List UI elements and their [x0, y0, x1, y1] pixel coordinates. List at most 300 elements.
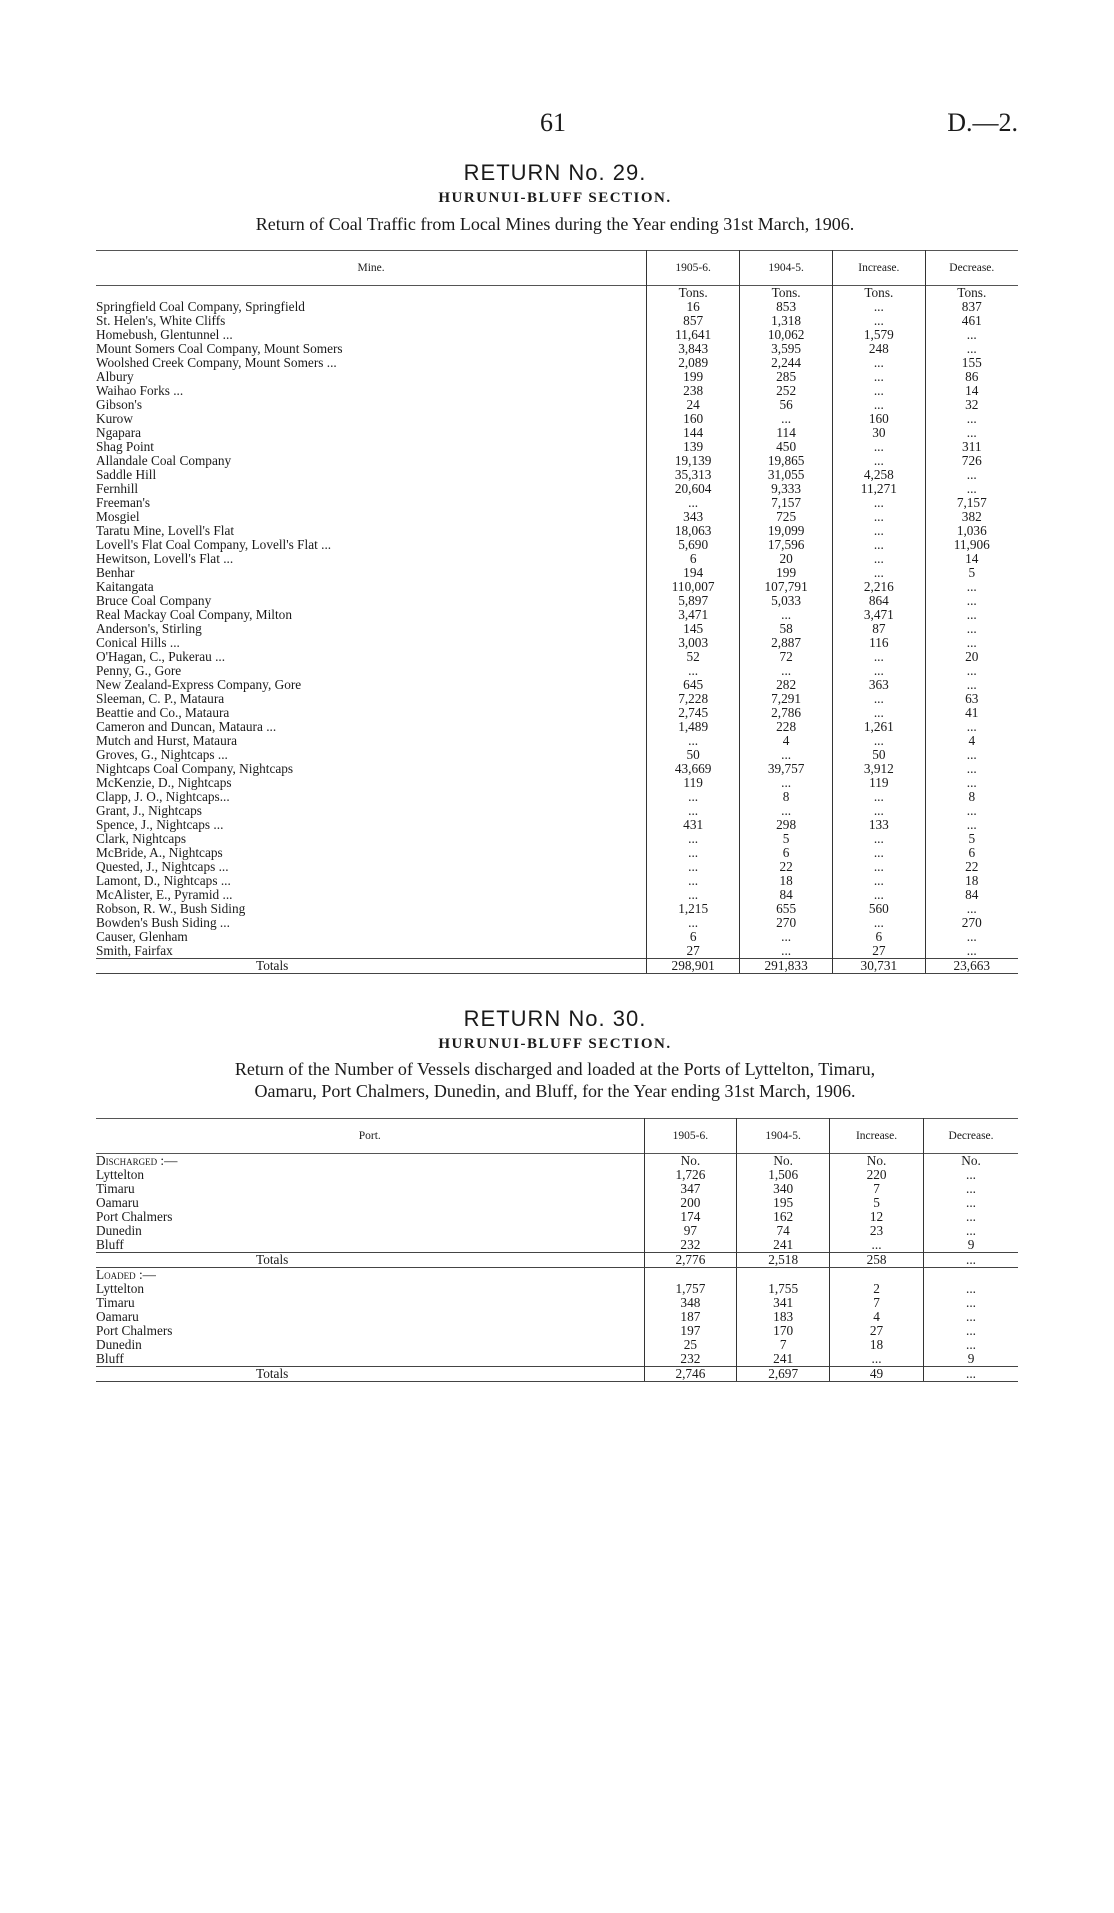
value-1904-5: 9,333: [740, 482, 833, 496]
value-increase: ...: [833, 496, 925, 510]
value-decrease: ...: [924, 1338, 1018, 1352]
unit-label: No.: [924, 1154, 1018, 1169]
value-increase: ...: [833, 510, 925, 524]
row-label: McAlister, E., Pyramid ...: [96, 887, 233, 902]
value-1905-6: 6: [647, 930, 740, 944]
value-1905-6: 3,003: [647, 636, 740, 650]
row-label: Clark, Nightcaps: [96, 831, 187, 846]
table-row: [96, 944, 1018, 959]
value-decrease: ...: [925, 482, 1018, 496]
table-row: [96, 496, 1018, 510]
value-decrease: 32: [925, 398, 1018, 412]
value-1904-5: ...: [740, 944, 833, 959]
empty-cell: [737, 1268, 830, 1283]
value-1905-6: 160: [647, 412, 740, 426]
row-label: Dunedin: [96, 1223, 142, 1238]
col-header-1905-6: 1905-6.: [644, 1119, 737, 1154]
value-increase: 5: [830, 1196, 924, 1210]
value-increase: 87: [833, 622, 925, 636]
value-1904-5: 285: [740, 370, 833, 384]
value-1905-6: 6: [647, 552, 740, 566]
value-1905-6: 2,746: [644, 1367, 737, 1382]
value-1905-6: ...: [647, 496, 740, 510]
row-label: Ngapara: [96, 425, 142, 440]
value-decrease: 6: [925, 846, 1018, 860]
col-header-increase: Increase.: [833, 251, 925, 286]
value-1904-5: 56: [740, 398, 833, 412]
row-label: Bluff: [96, 1351, 124, 1366]
value-decrease: ...: [925, 664, 1018, 678]
value-increase: ...: [833, 524, 925, 538]
value-1904-5: 341: [737, 1296, 830, 1310]
table-row: [96, 846, 1018, 860]
row-label: Timaru: [96, 1181, 135, 1196]
value-1905-6: 2,089: [647, 356, 740, 370]
value-increase: ...: [833, 538, 925, 552]
value-decrease: ...: [925, 412, 1018, 426]
value-increase: 7: [830, 1296, 924, 1310]
value-1904-5: 1,318: [740, 314, 833, 328]
value-increase: ...: [833, 706, 925, 720]
value-1905-6: 11,641: [647, 328, 740, 342]
value-increase: 30,731: [833, 959, 925, 974]
value-increase: 1,261: [833, 720, 925, 734]
row-label: Fernhill: [96, 481, 139, 496]
row-label: Anderson's, Stirling: [96, 621, 202, 636]
value-increase: ...: [833, 314, 925, 328]
table-row: [96, 1310, 1018, 1324]
value-1905-6: ...: [647, 916, 740, 930]
value-decrease: ...: [925, 720, 1018, 734]
row-label: McBride, A., Nightcaps: [96, 845, 223, 860]
value-increase: ...: [833, 860, 925, 874]
group-row: [96, 1268, 1018, 1283]
value-1904-5: 298: [740, 818, 833, 832]
value-1905-6: 174: [644, 1210, 737, 1224]
value-1904-5: ...: [740, 930, 833, 944]
value-1905-6: 97: [644, 1224, 737, 1238]
value-decrease: ...: [925, 678, 1018, 692]
value-1904-5: 19,099: [740, 524, 833, 538]
row-label: Mosgiel: [96, 509, 140, 524]
unit-label: Tons.: [647, 286, 740, 301]
row-label: Lamont, D., Nightcaps ...: [96, 873, 231, 888]
row-label: Conical Hills ...: [96, 635, 180, 650]
value-1904-5: 2,887: [740, 636, 833, 650]
value-1904-5: 340: [737, 1182, 830, 1196]
value-increase: ...: [833, 552, 925, 566]
empty-cell: [924, 1268, 1018, 1283]
value-1904-5: 5,033: [740, 594, 833, 608]
units-row: [96, 286, 1018, 301]
value-1905-6: ...: [647, 874, 740, 888]
value-decrease: 311: [925, 440, 1018, 454]
value-decrease: ...: [925, 594, 1018, 608]
value-increase: 864: [833, 594, 925, 608]
value-decrease: 84: [925, 888, 1018, 902]
value-increase: 363: [833, 678, 925, 692]
value-1905-6: 1,215: [647, 902, 740, 916]
table-row: [96, 748, 1018, 762]
value-1904-5: 22: [740, 860, 833, 874]
table-row: [96, 412, 1018, 426]
row-label: Bruce Coal Company: [96, 593, 212, 608]
value-decrease: ...: [924, 1210, 1018, 1224]
value-1905-6: 3,843: [647, 342, 740, 356]
row-label: Bowden's Bush Siding ...: [96, 915, 230, 930]
table-row: [96, 692, 1018, 706]
value-decrease: 9: [924, 1352, 1018, 1367]
empty-cell: [644, 1268, 737, 1283]
value-1904-5: 5: [740, 832, 833, 846]
row-label: Timaru: [96, 1295, 135, 1310]
value-increase: 4: [830, 1310, 924, 1324]
table-row: [96, 678, 1018, 692]
value-decrease: 726: [925, 454, 1018, 468]
value-1904-5: 270: [740, 916, 833, 930]
value-increase: 248: [833, 342, 925, 356]
table-row: [96, 454, 1018, 468]
table-row: [96, 832, 1018, 846]
row-label: Totals: [96, 959, 647, 974]
value-1904-5: 450: [740, 440, 833, 454]
return-29-title: RETURN No. 29.: [463, 160, 647, 185]
table-row: [96, 1196, 1018, 1210]
value-decrease: 23,663: [925, 959, 1018, 974]
table-row: [96, 720, 1018, 734]
value-decrease: ...: [925, 426, 1018, 440]
value-increase: 119: [833, 776, 925, 790]
table-row: [96, 1210, 1018, 1224]
value-1904-5: ...: [740, 776, 833, 790]
value-decrease: ...: [925, 804, 1018, 818]
value-decrease: 41: [925, 706, 1018, 720]
value-1904-5: 2,244: [740, 356, 833, 370]
totals-row: [96, 959, 1018, 974]
return-29-section: HURUNUI-BLUFF SECTION.: [438, 190, 672, 206]
value-1904-5: 3,595: [740, 342, 833, 356]
value-increase: 11,271: [833, 482, 925, 496]
value-1904-5: 74: [737, 1224, 830, 1238]
value-decrease: 14: [925, 384, 1018, 398]
value-1904-5: 7: [737, 1338, 830, 1352]
table-row: [96, 356, 1018, 370]
row-label: Penny, G., Gore: [96, 663, 182, 678]
value-increase: 116: [833, 636, 925, 650]
value-increase: ...: [833, 356, 925, 370]
value-decrease: ...: [925, 468, 1018, 482]
col-header-1904-5: 1904-5.: [740, 251, 833, 286]
value-1905-6: 431: [647, 818, 740, 832]
totals-row: [96, 1367, 1018, 1382]
table-row: [96, 566, 1018, 580]
value-1905-6: 18,063: [647, 524, 740, 538]
value-increase: 12: [830, 1210, 924, 1224]
table-row: [96, 1282, 1018, 1296]
unit-label: Tons.: [740, 286, 833, 301]
return-30-caption-line2: Oamaru, Port Chalmers, Dunedin, and Bluff, for the Year ending 31st March, 1906.: [254, 1081, 856, 1101]
value-increase: ...: [833, 384, 925, 398]
row-label: McKenzie, D., Nightcaps: [96, 775, 232, 790]
value-1904-5: 8: [740, 790, 833, 804]
value-decrease: ...: [925, 902, 1018, 916]
table-row: [96, 524, 1018, 538]
value-increase: 160: [833, 412, 925, 426]
table-row: [96, 790, 1018, 804]
empty-cell: [830, 1268, 924, 1283]
value-1905-6: ...: [647, 664, 740, 678]
value-1905-6: 110,007: [647, 580, 740, 594]
table-row: [96, 902, 1018, 916]
table-row: [96, 552, 1018, 566]
table-row: [96, 314, 1018, 328]
value-1904-5: 114: [740, 426, 833, 440]
row-label: Freeman's: [96, 495, 151, 510]
value-decrease: ...: [925, 580, 1018, 594]
row-label: Mount Somers Coal Company, Mount Somers: [96, 341, 343, 356]
value-decrease: ...: [925, 762, 1018, 776]
value-increase: ...: [833, 804, 925, 818]
value-1904-5: 170: [737, 1324, 830, 1338]
value-increase: 27: [833, 944, 925, 959]
table-row: [96, 398, 1018, 412]
row-label: Springfield Coal Company, Springfield: [96, 299, 305, 314]
value-1905-6: 50: [647, 748, 740, 762]
value-1904-5: 291,833: [740, 959, 833, 974]
value-1905-6: 35,313: [647, 468, 740, 482]
row-label: Beattie and Co., Mataura: [96, 705, 230, 720]
value-decrease: ...: [925, 818, 1018, 832]
row-label: Shag Point: [96, 439, 154, 454]
table-row: [96, 440, 1018, 454]
row-label: Port Chalmers: [96, 1209, 173, 1224]
return-30-title: RETURN No. 30.: [463, 1006, 647, 1031]
table-row: [96, 370, 1018, 384]
value-decrease: ...: [925, 608, 1018, 622]
value-1905-6: 645: [647, 678, 740, 692]
value-1904-5: ...: [740, 748, 833, 762]
value-1905-6: 25: [644, 1338, 737, 1352]
value-increase: 1,579: [833, 328, 925, 342]
value-1905-6: 139: [647, 440, 740, 454]
row-label: Totals: [96, 1253, 644, 1268]
row-label: Kurow: [96, 411, 133, 426]
row-label: Totals: [96, 1367, 644, 1382]
value-1904-5: 6: [740, 846, 833, 860]
row-label: Grant, J., Nightcaps: [96, 803, 202, 818]
value-decrease: 22: [925, 860, 1018, 874]
row-label: Quested, J., Nightcaps ...: [96, 859, 229, 874]
row-label: Nightcaps Coal Company, Nightcaps: [96, 761, 294, 776]
value-decrease: 461: [925, 314, 1018, 328]
value-decrease: 5: [925, 566, 1018, 580]
table-row: [96, 468, 1018, 482]
col-header-decrease: Decrease.: [924, 1119, 1018, 1154]
value-increase: ...: [830, 1238, 924, 1253]
value-decrease: ...: [925, 944, 1018, 959]
value-decrease: ...: [924, 1253, 1018, 1268]
row-label: Port Chalmers: [96, 1323, 173, 1338]
group-label-discharged: Discharged :—: [96, 1153, 178, 1168]
value-1905-6: 232: [644, 1238, 737, 1253]
value-increase: 50: [833, 748, 925, 762]
value-increase: 27: [830, 1324, 924, 1338]
value-1905-6: ...: [647, 846, 740, 860]
value-decrease: ...: [924, 1196, 1018, 1210]
value-increase: 4,258: [833, 468, 925, 482]
row-label: Smith, Fairfax: [96, 943, 173, 958]
value-1904-5: 19,865: [740, 454, 833, 468]
vessels-table: [96, 1118, 1018, 1382]
value-decrease: ...: [924, 1296, 1018, 1310]
row-label: Cameron and Duncan, Mataura ...: [96, 719, 277, 734]
row-label: Oamaru: [96, 1195, 139, 1210]
value-decrease: ...: [925, 622, 1018, 636]
value-1905-6: 348: [644, 1296, 737, 1310]
value-1904-5: 84: [740, 888, 833, 902]
row-label: O'Hagan, C., Pukerau ...: [96, 649, 226, 664]
value-decrease: ...: [924, 1367, 1018, 1382]
value-1904-5: ...: [740, 804, 833, 818]
value-decrease: 7,157: [925, 496, 1018, 510]
value-1904-5: 2,518: [737, 1253, 830, 1268]
table-row: [96, 734, 1018, 748]
table-row: [96, 762, 1018, 776]
table-row: [96, 426, 1018, 440]
value-1905-6: 187: [644, 1310, 737, 1324]
value-increase: ...: [833, 300, 925, 314]
value-1905-6: 2,745: [647, 706, 740, 720]
value-1905-6: 298,901: [647, 959, 740, 974]
value-1905-6: 52: [647, 650, 740, 664]
value-1905-6: 194: [647, 566, 740, 580]
value-1904-5: 162: [737, 1210, 830, 1224]
value-1904-5: 7,291: [740, 692, 833, 706]
value-1905-6: 200: [644, 1196, 737, 1210]
value-decrease: ...: [924, 1182, 1018, 1196]
value-decrease: ...: [925, 342, 1018, 356]
table-row: [96, 622, 1018, 636]
table-row: [96, 1296, 1018, 1310]
value-1904-5: 241: [737, 1238, 830, 1253]
col-header-mine: Mine.: [357, 262, 385, 274]
row-label: Lyttelton: [96, 1281, 145, 1296]
value-1905-6: 2,776: [644, 1253, 737, 1268]
value-decrease: ...: [925, 748, 1018, 762]
value-increase: 133: [833, 818, 925, 832]
value-decrease: 1,036: [925, 524, 1018, 538]
value-increase: ...: [833, 650, 925, 664]
totals-row: [96, 1253, 1018, 1268]
value-decrease: 63: [925, 692, 1018, 706]
row-label: Robson, R. W., Bush Siding: [96, 901, 246, 916]
value-increase: ...: [833, 874, 925, 888]
value-increase: ...: [833, 790, 925, 804]
table-row: [96, 580, 1018, 594]
table-row: [96, 1238, 1018, 1253]
row-label: Gibson's: [96, 397, 142, 412]
value-increase: 30: [833, 426, 925, 440]
value-1904-5: 2,786: [740, 706, 833, 720]
table-row: [96, 594, 1018, 608]
table-row: [96, 538, 1018, 552]
value-decrease: ...: [925, 328, 1018, 342]
table-row: [96, 818, 1018, 832]
unit-label: No.: [737, 1154, 830, 1169]
value-decrease: 14: [925, 552, 1018, 566]
value-1904-5: 228: [740, 720, 833, 734]
value-1904-5: 58: [740, 622, 833, 636]
row-label: Saddle Hill: [96, 467, 157, 482]
row-label: Benhar: [96, 565, 135, 580]
col-header-1905-6: 1905-6.: [647, 251, 740, 286]
value-1905-6: 199: [647, 370, 740, 384]
value-1904-5: ...: [740, 608, 833, 622]
value-increase: 220: [830, 1168, 924, 1182]
value-decrease: 4: [925, 734, 1018, 748]
value-1905-6: 238: [647, 384, 740, 398]
row-label: Albury: [96, 369, 134, 384]
value-1905-6: 119: [647, 776, 740, 790]
col-header-port: Port.: [358, 1130, 381, 1142]
value-1904-5: 725: [740, 510, 833, 524]
value-1905-6: 19,139: [647, 454, 740, 468]
value-1904-5: 72: [740, 650, 833, 664]
table-row: [96, 510, 1018, 524]
value-1904-5: 282: [740, 678, 833, 692]
value-1904-5: 39,757: [740, 762, 833, 776]
value-1904-5: 2,697: [737, 1367, 830, 1382]
value-increase: ...: [833, 398, 925, 412]
value-1904-5: ...: [740, 664, 833, 678]
value-decrease: 270: [925, 916, 1018, 930]
value-1904-5: 18: [740, 874, 833, 888]
table-header-row: [96, 251, 1018, 286]
value-1905-6: ...: [647, 804, 740, 818]
value-decrease: 11,906: [925, 538, 1018, 552]
value-decrease: ...: [924, 1310, 1018, 1324]
row-label: Lovell's Flat Coal Company, Lovell's Flat ...: [96, 537, 332, 552]
table-row: [96, 650, 1018, 664]
row-label: Hewitson, Lovell's Flat ...: [96, 551, 234, 566]
row-label: Bluff: [96, 1237, 124, 1252]
value-1904-5: 241: [737, 1352, 830, 1367]
value-1905-6: ...: [647, 734, 740, 748]
value-increase: 49: [830, 1367, 924, 1382]
value-increase: 18: [830, 1338, 924, 1352]
group-label-loaded: Loaded :—: [96, 1267, 156, 1282]
value-1904-5: 20: [740, 552, 833, 566]
unit-label: Tons.: [925, 286, 1018, 301]
table-row: [96, 1168, 1018, 1182]
table-row: [96, 636, 1018, 650]
value-1905-6: 24: [647, 398, 740, 412]
table-row: [96, 804, 1018, 818]
value-decrease: ...: [924, 1282, 1018, 1296]
value-1904-5: 195: [737, 1196, 830, 1210]
unit-label: Tons.: [833, 286, 925, 301]
value-decrease: ...: [924, 1224, 1018, 1238]
table-row: [96, 706, 1018, 720]
row-label: New Zealand-Express Company, Gore: [96, 677, 302, 692]
value-decrease: ...: [924, 1168, 1018, 1182]
row-label: Homebush, Glentunnel ...: [96, 327, 233, 342]
value-increase: ...: [833, 734, 925, 748]
value-1905-6: 232: [644, 1352, 737, 1367]
value-1904-5: 853: [740, 300, 833, 314]
value-1904-5: 183: [737, 1310, 830, 1324]
value-1905-6: 1,489: [647, 720, 740, 734]
